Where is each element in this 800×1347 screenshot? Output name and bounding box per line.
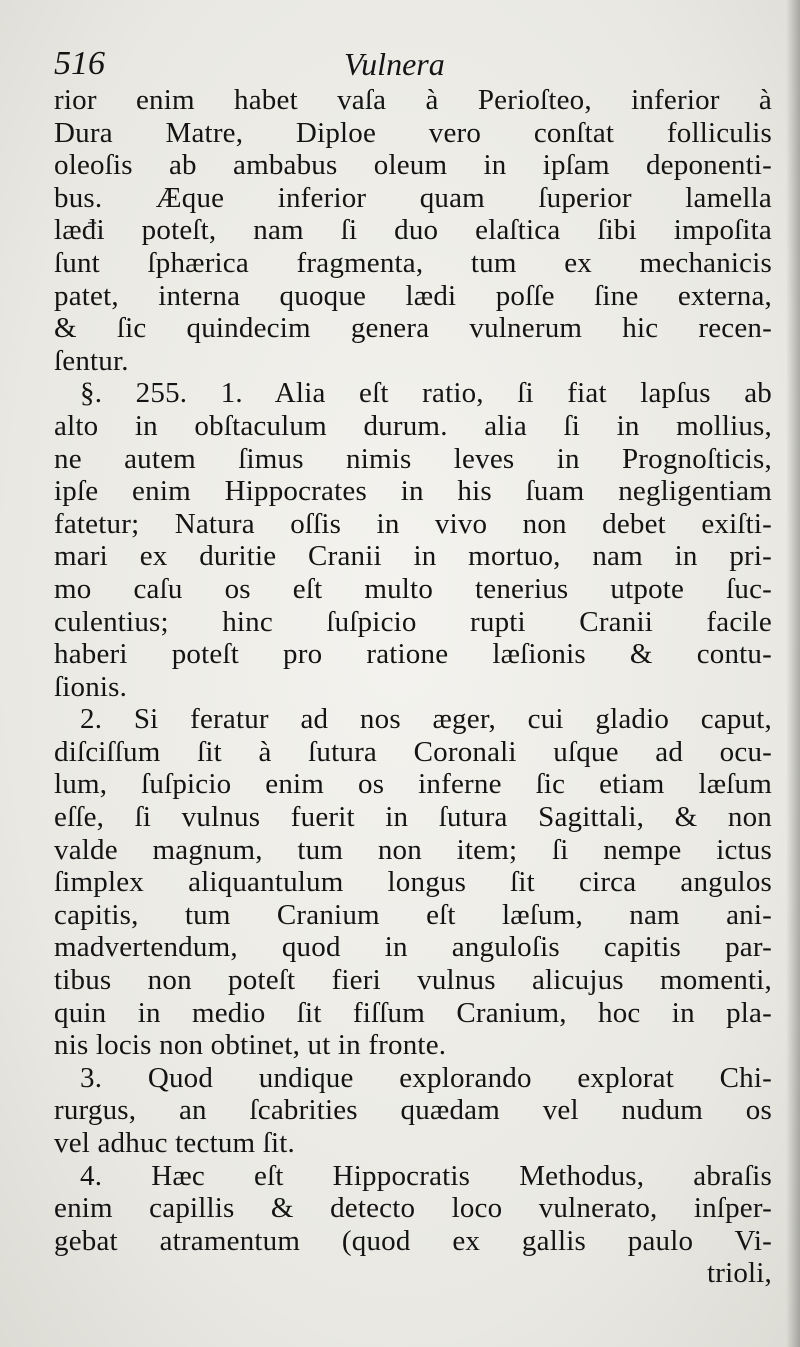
text-line: ipſe enim Hippocrates in his ſuam negligentiam	[54, 475, 772, 508]
text-line: gebat atramentum (quod ex gallis paulo Vi-	[54, 1224, 772, 1257]
text-line: læđi poteſt, nam ſi duo elaſtica ſibi impoſita	[54, 214, 772, 247]
text-line: eſſe, ſi vulnus fuerit in ſutura Sagittali, & non	[54, 801, 772, 834]
text-line: nis locis non obtinet, ut in fronte.	[54, 1029, 447, 1062]
text-line: patet, interna quoque lædi poſſe ſine externa,	[54, 279, 772, 312]
text-line: culentius; hinc ſuſpicio rupti Cranii facile	[54, 605, 772, 638]
text-line: Dura Matre, Diploe vero conſtat folliculis	[54, 116, 772, 149]
text-line: enim capillis & detecto loco vulnerato, inſper-	[54, 1192, 772, 1225]
text-line: lum, ſuſpicio enim os inferne ſic etiam læſum	[54, 768, 772, 801]
text-line: capitis, tum Cranium eſt læſum, nam ani-	[54, 898, 772, 931]
text-line: vel adhuc tectum ſit.	[54, 1127, 295, 1159]
page-edge-shadow	[786, 0, 800, 1347]
text-line: oleoſis ab ambabus oleum in ipſam deponenti-	[54, 149, 772, 182]
text-line: alto in obſtaculum durum. alia ſi in mollius,	[54, 409, 772, 442]
catchword-line: trioli,	[706, 1257, 772, 1290]
page-header	[54, 42, 754, 86]
text-line: mo caſu os eſt multo tenerius utpote ſuc-	[54, 572, 772, 605]
text-line: quin in medio ſit fiſſum Cranium, hoc in pla-	[54, 996, 772, 1029]
page-number: 516	[54, 45, 105, 82]
paragraph-start-line: 3. Quod undique explorando explorat Chi-	[80, 1061, 772, 1094]
body-text	[54, 84, 772, 1290]
text-line: fatetur; Natura oſſis in vivo non debet exiſti-	[54, 507, 772, 540]
text-line: madvertendum, quod in anguloſis capitis par-	[54, 931, 772, 964]
running-head: Vulnera	[344, 46, 445, 82]
text-line: ſionis.	[54, 670, 128, 703]
text-line: bus. Æque inferior quam ſuperior lamella	[54, 181, 772, 214]
text-line: rurgus, an ſcabrities quædam vel nudum os	[54, 1094, 772, 1127]
paragraph-start-line: §. 255. 1. Alia eſt ratio, ſi fiat lapſus ab	[80, 377, 772, 410]
text-line: valde magnum, tum non item; ſi nempe ictus	[54, 833, 772, 866]
paragraph-start-line: 2. Si feratur ad nos æger, cui gladio caput,	[80, 703, 772, 736]
text-line: rior enim habet vaſa à Perioſteo, inferior à	[54, 84, 772, 116]
text-line: ſunt ſphærica fragmenta, tum ex mechanicis	[54, 246, 772, 279]
paragraph-start-line: 4. Hæc eſt Hippocratis Methodus, abraſis	[80, 1159, 772, 1192]
text-line: tibus non poteſt fieri vulnus alicujus momenti,	[54, 964, 772, 997]
text-line: & ſic quindecim genera vulnerum hic recen-	[54, 312, 772, 345]
text-line: ſimplex aliquantulum longus ſit circa angulos	[54, 866, 772, 899]
text-line: mari ex duritie Cranii in mortuo, nam in pri-	[54, 540, 772, 573]
text-line: ſentur.	[54, 344, 129, 377]
text-line: diſciſſum ſit à ſutura Coronali uſque ad ocu-	[54, 735, 772, 768]
text-line: haberi poteſt pro ratione læſionis & contu-	[54, 638, 772, 671]
text-line: ne autem ſimus nimis leves in Prognoſticis,	[54, 442, 772, 475]
